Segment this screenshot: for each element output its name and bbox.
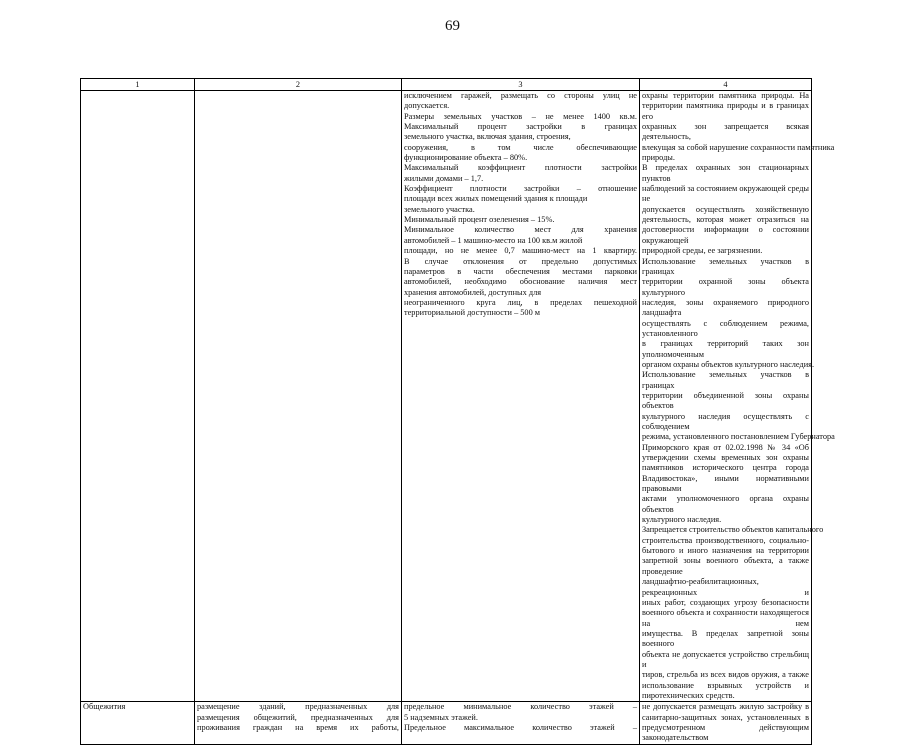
text-line: Использование земельных участков в границах <box>642 256 809 276</box>
text-line: имущества. В пределах запретной зоны военного <box>642 628 809 649</box>
row1-col2-cell <box>195 91 402 702</box>
text-line: объекта не допускается устройство стрельбищ и <box>642 649 809 669</box>
text-line: параметров в части обеспечения местами парковки <box>404 266 637 276</box>
text-line: предельное минимальное количество этажей – <box>404 702 637 712</box>
text-line: допускается осуществлять хозяйственную <box>642 204 809 214</box>
text-line: автомобилей, необходимо обоснование наличия мест <box>404 277 637 287</box>
row1-col3-cell <box>402 91 640 702</box>
text-line: Минимальное количество мест для хранения <box>404 225 637 235</box>
text-line: охраны территории памятника природы. На <box>642 91 809 100</box>
text-line: режима, установленного постановлением Губернатора <box>642 432 835 442</box>
text-line: органом охраны объектов культурного наследия. <box>642 359 815 369</box>
text-line: функционирование объекта – 80%. <box>404 153 528 163</box>
text-line: Запрещается строительство объектов капитального <box>642 525 824 535</box>
text-line: памятников исторического центра города <box>642 463 809 473</box>
text-line: Использование земельных участков в границах <box>642 370 809 390</box>
text-line: В случае отклонения от предельно допустимых <box>404 256 637 266</box>
table-header-row <box>81 79 812 91</box>
text-line: природной среды, ее загрязнении. <box>642 246 763 256</box>
text-line: Предельное максимальное количество этажей – <box>404 722 637 732</box>
table-row <box>81 91 812 702</box>
page-number: 69 <box>445 18 460 34</box>
column-header-4: 4 <box>640 79 812 91</box>
text-line: пиротехнических средств. <box>642 690 735 700</box>
text-line: территории памятника природы и в границах его <box>642 101 809 121</box>
text-line: площади всех жилых помещений здания к площади <box>404 194 588 204</box>
text-line: территории охранной зоны объекта культурного <box>642 277 809 297</box>
text-line: территориальной доступности – 500 м <box>404 308 541 318</box>
text-line: размещение зданий, предназначенных для <box>197 702 399 712</box>
text-line: военного объекта и сохранности находящегося на нем <box>642 608 809 628</box>
column-header-3: 3 <box>402 79 640 91</box>
text-line: предусмотренном действующим законодательством <box>642 722 809 743</box>
text-line: 5 надземных этажей. <box>404 712 478 722</box>
text-line: охранных зон запрещается всякая деятельность, <box>642 122 809 142</box>
text-line: площади, но не менее 0,7 машино-мест на 1 квартиру. <box>404 246 637 256</box>
row2-col3-cell <box>402 702 640 744</box>
text-line: В пределах охранных зон стационарных пунктов <box>642 163 809 183</box>
text-line: утверждении схемы временных зон охраны <box>642 453 809 463</box>
text-line: Коэффициент плотности застройки – отношение <box>404 184 637 194</box>
table-row <box>81 702 812 744</box>
text-line: наблюдений за состоянием окружающей среды не <box>642 184 809 204</box>
text-line: размещения общежитий, предназначенных для <box>197 712 399 722</box>
text-line: влекущая за собой нарушение сохранности памятника <box>642 142 835 152</box>
text-line: Приморского края от 02.02.1998 № 34 «Об <box>642 442 809 452</box>
text-line: осуществлять с соблюдением режима, установленного <box>642 318 809 338</box>
text-line: культурного наследия осуществлять с соблюдением <box>642 411 809 431</box>
column-header-1: 1 <box>81 79 195 91</box>
text-line: природы. <box>642 153 675 163</box>
text-line: достоверности информации о состоянии окружающей <box>642 225 809 245</box>
text-line: культурного наследия. <box>642 515 722 525</box>
text-line: допускается. <box>404 101 450 111</box>
row2-col2-cell <box>195 702 402 744</box>
row1-col1-cell <box>81 91 195 702</box>
row2-col4-cell <box>640 702 812 744</box>
text-line: Владивостока», иными нормативными правовыми <box>642 473 809 494</box>
text-line: Максимальный коэффициент плотности застройки <box>404 163 637 173</box>
text-line: территории объединенной зоны охраны объектов <box>642 390 809 411</box>
text-line: хранения автомобилей, доступных для <box>404 287 542 297</box>
text-line: тиров, стрельба из всех видов оружия, а также <box>642 670 809 680</box>
text-line: не допускается размещать жилую застройку в <box>642 702 809 712</box>
row1-col4-cell <box>640 91 835 702</box>
text-line: использование взрывных устройств и <box>642 680 809 690</box>
text-line: Максимальный процент застройки в границах <box>404 122 637 132</box>
text-line: неограниченного круга лиц, в пределах пешеходной <box>404 297 637 307</box>
text-line: наследия, зоны охраняемого природного ландшафта <box>642 297 809 318</box>
zoning-regulations-table <box>80 78 835 745</box>
text-line: деятельность, которая может отразиться на <box>642 215 809 225</box>
text-line: санитарно-защитных зонах, установленных в <box>642 712 809 722</box>
text-line: ландшафтно-реабилитационных, рекреационных и <box>642 577 809 597</box>
text-line: земельного участка. <box>404 204 475 214</box>
text-line: исключением гаражей, размещать со стороны улиц не <box>404 91 637 100</box>
text-line: запретной зоны военного объекта, а также проведение <box>642 556 809 576</box>
text-line: сооружения, в том числе обеспечивающие <box>404 142 637 152</box>
column-header-2: 2 <box>195 79 402 91</box>
text-line: жилыми домами – 1,7. <box>404 173 484 183</box>
text-line: актами уполномоченного органа охраны объектов <box>642 494 809 514</box>
text-line: автомобилей – 1 машино-место на 100 кв.м жилой <box>404 235 583 245</box>
text-line: земельного участка, включая здания, строения, <box>404 132 571 142</box>
text-line: бытового и иного назначения на территории <box>642 546 809 556</box>
text-line: иных работ, создающих угрозу безопасности <box>642 597 809 607</box>
text-line: Размеры земельных участков – не менее 1400 кв.м. <box>404 111 637 121</box>
text-line: Минимальный процент озеленения – 15%. <box>404 215 555 225</box>
text-line: проживания граждан на время их работы, <box>197 722 399 732</box>
text-line: Общежития <box>83 702 126 712</box>
text-line: строительства производственного, социально- <box>642 535 809 545</box>
text-line: в границах территорий таких зон уполномоченным <box>642 339 809 359</box>
row2-col1-cell <box>81 702 195 744</box>
